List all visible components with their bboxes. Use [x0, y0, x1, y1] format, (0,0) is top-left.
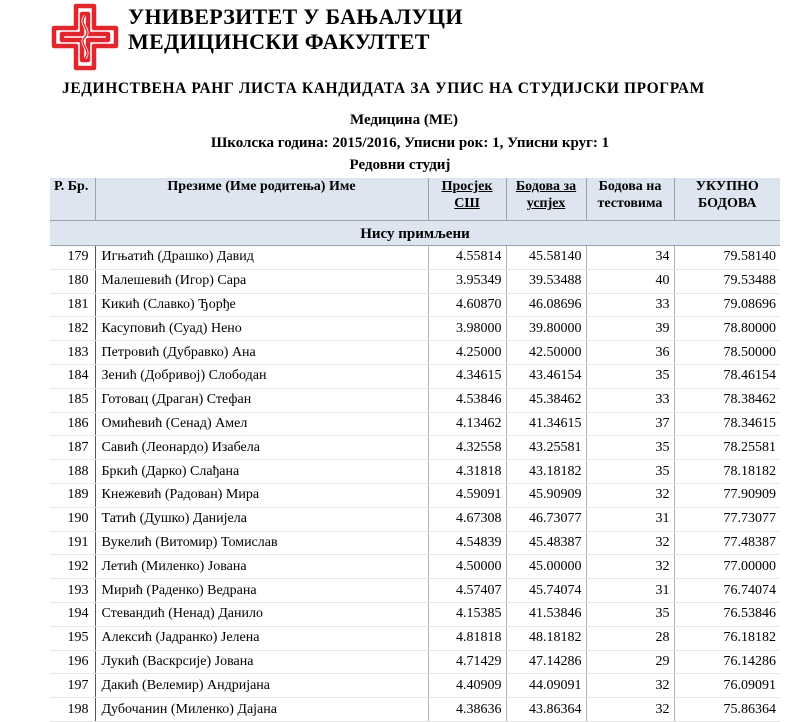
study-type: Редовни студиј [349, 157, 451, 173]
points-cell: 47.14286 [506, 650, 586, 674]
table-row [50, 483, 780, 507]
university-name [128, 4, 463, 54]
name-cell: Савић (Леонардо) Изабела [95, 436, 428, 460]
total-cell: 78.46154 [674, 364, 780, 388]
points-cell: 45.58140 [506, 246, 586, 270]
table-body [50, 246, 780, 722]
test-cell: 32 [586, 698, 674, 722]
gpa-cell: 4.25000 [428, 341, 506, 365]
test-cell: 29 [586, 650, 674, 674]
rank-cell: 187 [50, 436, 95, 460]
table-row [50, 388, 780, 412]
gpa-cell: 4.13462 [428, 412, 506, 436]
total-cell: 78.25581 [674, 436, 780, 460]
test-cell: 39 [586, 317, 674, 341]
col-total-line1: УКУПНО [695, 179, 759, 194]
gpa-cell: 4.57407 [428, 579, 506, 603]
gpa-cell: 4.67308 [428, 507, 506, 531]
rank-cell: 181 [50, 293, 95, 317]
total-cell: 77.90909 [674, 483, 780, 507]
test-cell: 28 [586, 626, 674, 650]
points-cell: 48.18182 [506, 626, 586, 650]
name-cell: Вукелић (Витомир) Томислав [95, 531, 428, 555]
gpa-cell: 4.38636 [428, 698, 506, 722]
name-cell: Кикић (Славко) Ђорђе [95, 293, 428, 317]
col-gpa [428, 178, 506, 221]
total-cell: 78.34615 [674, 412, 780, 436]
col-total [674, 178, 780, 221]
gpa-cell: 4.59091 [428, 483, 506, 507]
rank-cell: 189 [50, 483, 95, 507]
rank-cell: 184 [50, 364, 95, 388]
table-row [50, 602, 780, 626]
points-cell: 42.50000 [506, 341, 586, 365]
name-cell: Игњатић (Драшко) Давид [95, 246, 428, 270]
col-test [586, 178, 674, 221]
table-row [50, 293, 780, 317]
test-cell: 33 [586, 293, 674, 317]
test-cell: 36 [586, 341, 674, 365]
name-cell: Зенић (Добривој) Слободан [95, 364, 428, 388]
name-cell: Мирић (Раденко) Ведрана [95, 579, 428, 603]
table-header-row [50, 178, 780, 221]
col-rank: Р. Бр. [50, 178, 95, 221]
col-gpa-line2: СШ [454, 196, 480, 211]
table-row [50, 317, 780, 341]
points-cell: 45.00000 [506, 555, 586, 579]
program-name: Медицина (МЕ) [350, 112, 458, 128]
total-cell: 76.09091 [674, 674, 780, 698]
points-cell: 43.25581 [506, 436, 586, 460]
total-cell: 76.14286 [674, 650, 780, 674]
table-row [50, 436, 780, 460]
gpa-cell: 4.15385 [428, 602, 506, 626]
rank-cell: 188 [50, 460, 95, 484]
total-cell: 77.48387 [674, 531, 780, 555]
test-cell: 34 [586, 246, 674, 270]
points-cell: 39.80000 [506, 317, 586, 341]
gpa-cell: 3.95349 [428, 269, 506, 293]
rank-cell: 183 [50, 341, 95, 365]
name-cell: Дакић (Велемир) Андријана [95, 674, 428, 698]
total-cell: 77.73077 [674, 507, 780, 531]
table-row [50, 269, 780, 293]
name-cell: Малешевић (Игор) Сара [95, 269, 428, 293]
rank-cell: 180 [50, 269, 95, 293]
test-cell: 37 [586, 412, 674, 436]
name-cell: Алексић (Јадранко) Јелена [95, 626, 428, 650]
rank-cell: 186 [50, 412, 95, 436]
test-cell: 31 [586, 507, 674, 531]
name-cell: Касуповић (Суад) Нено [95, 317, 428, 341]
total-cell: 79.58140 [674, 246, 780, 270]
table-row [50, 460, 780, 484]
test-cell: 35 [586, 436, 674, 460]
total-cell: 79.53488 [674, 269, 780, 293]
col-points-line1: Бодова за [515, 179, 577, 194]
name-cell: Готовац (Драган) Стефан [95, 388, 428, 412]
points-cell: 43.18182 [506, 460, 586, 484]
ranking-table [50, 178, 780, 722]
table-row [50, 507, 780, 531]
points-cell: 45.38462 [506, 388, 586, 412]
total-cell: 79.08696 [674, 293, 780, 317]
table-row [50, 650, 780, 674]
rank-cell: 196 [50, 650, 95, 674]
name-cell: Петровић (Дубравко) Ана [95, 341, 428, 365]
total-cell: 78.50000 [674, 341, 780, 365]
col-name: Презиме (Име родитења) Име [95, 178, 428, 221]
gpa-cell: 4.32558 [428, 436, 506, 460]
table-row [50, 364, 780, 388]
gpa-cell: 4.34615 [428, 364, 506, 388]
gpa-cell: 3.98000 [428, 317, 506, 341]
rank-cell: 185 [50, 388, 95, 412]
points-cell: 45.90909 [506, 483, 586, 507]
group-row [50, 221, 780, 246]
points-cell: 44.09091 [506, 674, 586, 698]
points-cell: 45.74074 [506, 579, 586, 603]
gpa-cell: 4.81818 [428, 626, 506, 650]
test-cell: 40 [586, 269, 674, 293]
document-title: ЈЕДИНСТВЕНА РАНГ ЛИСТА КАНДИДАТА ЗА УПИС НА СТУДИЈСКИ ПРОГРАМ [62, 80, 705, 97]
table-row [50, 579, 780, 603]
points-cell: 43.46154 [506, 364, 586, 388]
name-cell: Омићевић (Сенад) Амел [95, 412, 428, 436]
test-cell: 33 [586, 388, 674, 412]
total-cell: 76.53846 [674, 602, 780, 626]
rank-cell: 191 [50, 531, 95, 555]
test-cell: 32 [586, 674, 674, 698]
table-row [50, 341, 780, 365]
name-cell: Татић (Душко) Данијела [95, 507, 428, 531]
rank-cell: 192 [50, 555, 95, 579]
test-cell: 32 [586, 555, 674, 579]
col-test-line1: Бодова на [598, 179, 662, 194]
points-cell: 41.34615 [506, 412, 586, 436]
table-row [50, 246, 780, 270]
rank-cell: 197 [50, 674, 95, 698]
name-cell: Дубочанин (Миленко) Дајана [95, 698, 428, 722]
gpa-cell: 4.40909 [428, 674, 506, 698]
gpa-cell: 4.54839 [428, 531, 506, 555]
test-cell: 35 [586, 460, 674, 484]
table-row [50, 531, 780, 555]
rank-cell: 194 [50, 602, 95, 626]
col-gpa-line1: Просјек [441, 179, 493, 194]
test-cell: 32 [586, 531, 674, 555]
col-points [506, 178, 586, 221]
col-test-line2: тестовима [597, 196, 663, 211]
name-cell: Стевандић (Ненад) Данило [95, 602, 428, 626]
rank-cell: 193 [50, 579, 95, 603]
total-cell: 76.18182 [674, 626, 780, 650]
rank-cell: 179 [50, 246, 95, 270]
gpa-cell: 4.50000 [428, 555, 506, 579]
col-points-line2: успјех [526, 196, 566, 211]
faculty-title: МЕДИЦИНСКИ ФАКУЛТЕТ [128, 29, 430, 54]
rank-cell: 195 [50, 626, 95, 650]
points-cell: 46.08696 [506, 293, 586, 317]
total-cell: 78.80000 [674, 317, 780, 341]
table-row [50, 555, 780, 579]
name-cell: Кнежевић (Радован) Мира [95, 483, 428, 507]
gpa-cell: 4.55814 [428, 246, 506, 270]
rank-cell: 190 [50, 507, 95, 531]
table-row [50, 698, 780, 722]
name-cell: Летић (Миленко) Јована [95, 555, 428, 579]
academic-year-line: Школска година: 2015/2016, Уписни рок: 1, Уписни круг: 1 [210, 135, 610, 151]
gpa-cell: 4.31818 [428, 460, 506, 484]
table-row [50, 412, 780, 436]
points-cell: 39.53488 [506, 269, 586, 293]
total-cell: 77.00000 [674, 555, 780, 579]
table-row [50, 626, 780, 650]
rank-cell: 182 [50, 317, 95, 341]
total-cell: 75.86364 [674, 698, 780, 722]
col-total-line2: БОДОВА [698, 196, 757, 211]
gpa-cell: 4.60870 [428, 293, 506, 317]
points-cell: 46.73077 [506, 507, 586, 531]
group-label: Нису примљени [50, 221, 780, 246]
points-cell: 45.48387 [506, 531, 586, 555]
test-cell: 35 [586, 602, 674, 626]
university-cross-logo-icon [50, 2, 120, 72]
name-cell: Лукић (Васкрсије) Јована [95, 650, 428, 674]
total-cell: 78.38462 [674, 388, 780, 412]
gpa-cell: 4.71429 [428, 650, 506, 674]
test-cell: 35 [586, 364, 674, 388]
total-cell: 76.74074 [674, 579, 780, 603]
university-title: УНИВЕРЗИТЕТ У БАЊАЛУЦИ [128, 4, 463, 29]
name-cell: Бркић (Дарко) Слађана [95, 460, 428, 484]
gpa-cell: 4.53846 [428, 388, 506, 412]
table-row [50, 674, 780, 698]
test-cell: 32 [586, 483, 674, 507]
rank-cell: 198 [50, 698, 95, 722]
points-cell: 43.86364 [506, 698, 586, 722]
total-cell: 78.18182 [674, 460, 780, 484]
test-cell: 31 [586, 579, 674, 603]
points-cell: 41.53846 [506, 602, 586, 626]
